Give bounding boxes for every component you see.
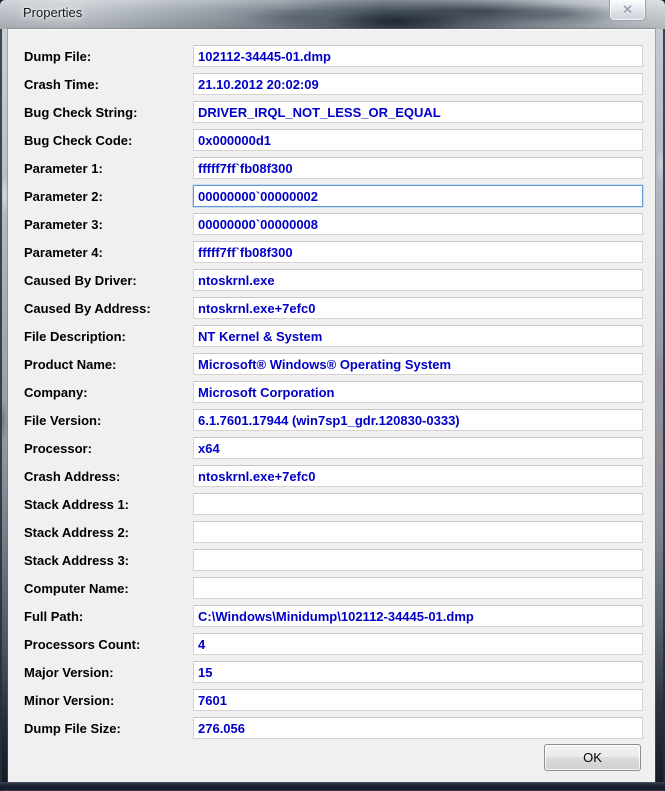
field-value-input[interactable] — [193, 605, 643, 627]
field-value-input[interactable] — [193, 45, 643, 67]
fields-list — [8, 42, 655, 742]
field-value-input[interactable] — [193, 353, 643, 375]
field-label: Parameter 2: — [24, 188, 103, 204]
field-row — [8, 98, 655, 126]
field-row — [8, 686, 655, 714]
field-value-input[interactable] — [193, 269, 643, 291]
field-row — [8, 238, 655, 266]
close-button[interactable] — [609, 0, 646, 21]
titlebar[interactable] — [0, 0, 665, 29]
field-row — [8, 266, 655, 294]
field-row — [8, 518, 655, 546]
field-value-input[interactable] — [193, 549, 643, 571]
field-label: Processors Count: — [24, 636, 141, 652]
field-row — [8, 182, 655, 210]
field-value-input[interactable] — [193, 101, 643, 123]
field-label: Full Path: — [24, 608, 84, 624]
window-border-right — [655, 29, 665, 782]
field-row — [8, 126, 655, 154]
field-label: Bug Check String: — [24, 104, 138, 120]
field-label: Crash Address: — [24, 468, 121, 484]
window-border-bottom — [0, 782, 665, 791]
field-row — [8, 658, 655, 686]
field-value-input[interactable] — [193, 409, 643, 431]
field-row — [8, 378, 655, 406]
field-value-input[interactable] — [193, 213, 643, 235]
field-row — [8, 294, 655, 322]
field-label: Dump File Size: — [24, 720, 121, 736]
field-label: Bug Check Code: — [24, 132, 133, 148]
field-value-input[interactable] — [193, 241, 643, 263]
field-label: Stack Address 3: — [24, 552, 130, 568]
field-row — [8, 574, 655, 602]
field-label: Parameter 4: — [24, 244, 103, 260]
field-row — [8, 434, 655, 462]
field-label: File Version: — [24, 412, 102, 428]
field-label: Computer Name: — [24, 580, 129, 596]
field-label: Dump File: — [24, 48, 92, 64]
field-row — [8, 322, 655, 350]
field-row — [8, 70, 655, 98]
field-label: Major Version: — [24, 664, 114, 680]
field-label: Company: — [24, 384, 88, 400]
dialog-content — [8, 29, 655, 782]
field-value-input[interactable] — [193, 325, 643, 347]
field-label: Processor: — [24, 440, 92, 456]
field-value-input[interactable] — [193, 661, 643, 683]
field-value-input[interactable] — [193, 577, 643, 599]
field-row — [8, 210, 655, 238]
field-value-input[interactable] — [193, 185, 643, 207]
window-border-left — [0, 29, 8, 782]
field-value-input[interactable] — [193, 465, 643, 487]
close-icon: ✕ — [622, 2, 633, 17]
field-row — [8, 462, 655, 490]
field-label: Caused By Driver: — [24, 272, 137, 288]
field-label: Parameter 3: — [24, 216, 103, 232]
field-row — [8, 350, 655, 378]
ok-button[interactable]: OK — [544, 744, 641, 771]
field-value-input[interactable] — [193, 493, 643, 515]
field-value-input[interactable] — [193, 297, 643, 319]
field-label: Stack Address 1: — [24, 496, 130, 512]
field-label: Crash Time: — [24, 76, 99, 92]
field-row — [8, 602, 655, 630]
field-label: File Description: — [24, 328, 126, 344]
field-label: Stack Address 2: — [24, 524, 130, 540]
field-value-input[interactable] — [193, 157, 643, 179]
field-value-input[interactable] — [193, 717, 643, 739]
field-value-input[interactable] — [193, 73, 643, 95]
field-row — [8, 714, 655, 742]
field-row — [8, 490, 655, 518]
field-row — [8, 406, 655, 434]
field-row — [8, 154, 655, 182]
field-value-input[interactable] — [193, 633, 643, 655]
field-label: Caused By Address: — [24, 300, 151, 316]
field-row — [8, 546, 655, 574]
field-value-input[interactable] — [193, 381, 643, 403]
field-row — [8, 42, 655, 70]
window-title: Properties — [23, 5, 83, 20]
field-value-input[interactable] — [193, 129, 643, 151]
field-value-input[interactable] — [193, 689, 643, 711]
field-row — [8, 630, 655, 658]
field-label: Minor Version: — [24, 692, 115, 708]
field-value-input[interactable] — [193, 437, 643, 459]
field-label: Parameter 1: — [24, 160, 103, 176]
field-label: Product Name: — [24, 356, 117, 372]
field-value-input[interactable] — [193, 521, 643, 543]
